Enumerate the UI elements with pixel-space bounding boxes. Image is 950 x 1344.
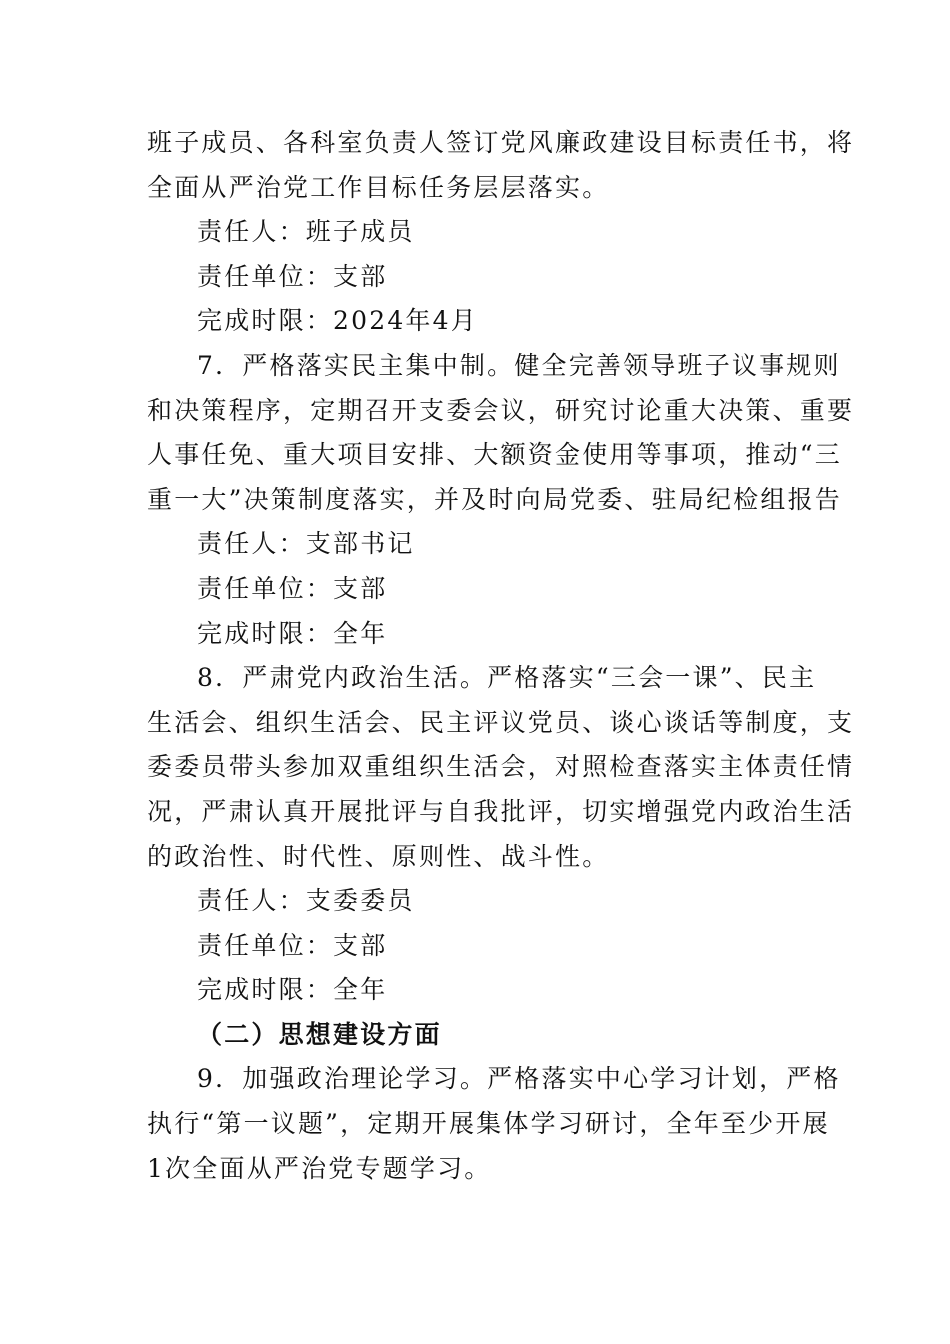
deadline: 完成时限：全年 (197, 618, 388, 648)
paragraph-line: 8．严肃党内政治生活。严格落实“三会一课”、民主 (197, 663, 817, 693)
paragraph-line: 7．严格落实民主集中制。健全完善领导班子议事规则 (197, 350, 841, 380)
paragraph-line: 执行“第一议题”，定期开展集体学习研讨，全年至少开展 (147, 1109, 830, 1139)
deadline: 完成时限：2024年4月 (197, 306, 478, 336)
paragraph-line: 委委员带头参加双重组织生活会，对照检查落实主体责任情 (147, 752, 855, 782)
responsible-person: 责任人：班子成员 (197, 217, 415, 247)
responsible-person: 责任人：支委委员 (197, 886, 415, 916)
document-page (147, 121, 855, 1191)
paragraph-line: 9．加强政治理论学习。严格落实中心学习计划，严格 (197, 1064, 841, 1094)
paragraph-line: 况，严肃认真开展批评与自我批评，切实增强党内政治生活 (147, 796, 855, 826)
paragraph-line: 的政治性、时代性、原则性、战斗性。 (147, 841, 610, 871)
responsible-unit: 责任单位：支部 (197, 930, 388, 960)
responsible-unit: 责任单位：支部 (197, 573, 388, 603)
paragraph-line: 全面从严治党工作目标任务层层落实。 (147, 172, 610, 202)
paragraph-line: 重一大”决策制度落实，并及时向局党委、驻局纪检组报告 (147, 484, 842, 514)
paragraph-line: 人事任免、重大项目安排、大额资金使用等事项，推动“三 (147, 440, 842, 470)
responsible-unit: 责任单位：支部 (197, 261, 388, 291)
deadline: 完成时限：全年 (197, 975, 388, 1005)
section-heading: （二）思想建设方面 (197, 1019, 442, 1049)
paragraph-line: 和决策程序，定期召开支委会议，研究讨论重大决策、重要 (147, 395, 855, 425)
paragraph-line: 班子成员、各科室负责人签订党风廉政建设目标责任书，将 (147, 128, 855, 157)
paragraph-line: 生活会、组织生活会、民主评议党员、谈心谈话等制度，支 (147, 707, 855, 737)
paragraph-line: 1次全面从严治党专题学习。 (147, 1153, 492, 1183)
responsible-person: 责任人：支部书记 (197, 529, 415, 559)
